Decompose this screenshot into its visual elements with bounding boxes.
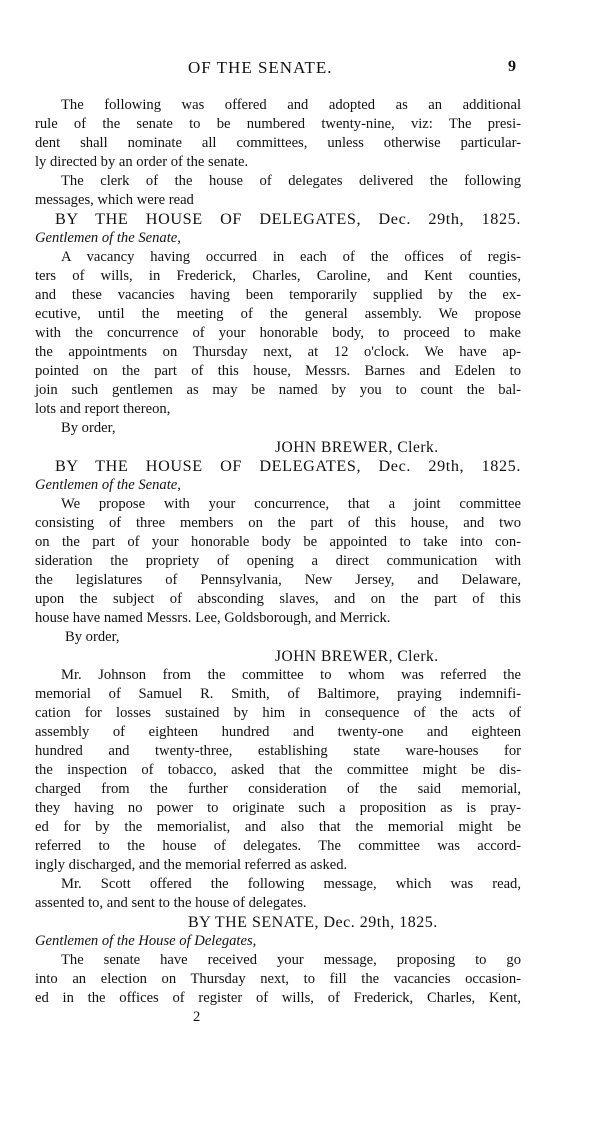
message-heading: BY THE HOUSE OF DELEGATES, Dec. 29th, 1825.	[55, 457, 521, 475]
paragraph-line: consisting of three members on the part of this house, and two	[35, 515, 521, 531]
clerk-signature: JOHN BREWER, Clerk.	[275, 439, 439, 456]
message-heading: BY THE HOUSE OF DELEGATES, Dec. 29th, 1825.	[55, 210, 521, 228]
page-header	[0, 58, 600, 82]
paragraph-line: assented to, and sent to the house of delegates.	[35, 895, 307, 911]
paragraph-line: sideration the propriety of opening a direct communication with	[35, 553, 521, 569]
paragraph-line: into an election on Thursday next, to fill the vacancies occasion-	[35, 971, 521, 987]
paragraph-line: house have named Messrs. Lee, Goldsborough, and Merrick.	[35, 610, 391, 626]
salutation: Gentlemen of the Senate,	[35, 477, 181, 493]
paragraph-line: assembly of eighteen hundred and twenty-one and eighteen	[35, 724, 521, 740]
by-order: By order,	[61, 420, 116, 436]
paragraph-line: memorial of Samuel R. Smith, of Baltimore, praying indemnifi-	[35, 686, 521, 702]
paragraph-line: ly directed by an order of the senate.	[35, 154, 249, 170]
salutation: Gentlemen of the House of Delegates,	[35, 933, 257, 949]
paragraph-line: pointed on the part of this house, Messrs. Barnes and Edelen to	[35, 363, 521, 379]
paragraph-line: The clerk of the house of delegates delivered the following	[61, 173, 521, 189]
paragraph-line: ters of wills, in Frederick, Charles, Caroline, and Kent counties,	[35, 268, 521, 284]
clerk-signature: JOHN BREWER, Clerk.	[275, 648, 439, 665]
paragraph-line: We propose with your concurrence, that a joint committee	[61, 496, 521, 512]
paragraph-line: Mr. Johnson from the committee to whom was referred the	[61, 667, 521, 683]
running-head: OF THE SENATE.	[188, 58, 333, 77]
paragraph-line: messages, which were read	[35, 192, 194, 208]
paragraph-line: and these vacancies having been temporarily supplied by the ex-	[35, 287, 521, 303]
paragraph-line: they having no power to originate such a proposition as is pray-	[35, 800, 521, 816]
paragraph-line: The following was offered and adopted as an additional	[61, 97, 521, 113]
paragraph-line: A vacancy having occurred in each of the offices of regis-	[61, 249, 521, 265]
paragraph-line: join such gentlemen as may be named by you to count the bal-	[35, 382, 521, 398]
paragraph-line: ed in the offices of register of wills, of Frederick, Charles, Kent,	[35, 990, 521, 1006]
body-text	[35, 96, 521, 1027]
paragraph-line: hundred and twenty-three, establishing state ware-houses for	[35, 743, 521, 759]
paragraph-line: charged from the further consideration of the said memorial,	[35, 781, 521, 797]
salutation: Gentlemen of the Senate,	[35, 230, 181, 246]
paragraph-line: with the concurrence of your honorable body, to proceed to make	[35, 325, 521, 341]
paragraph-line: lots and report thereon,	[35, 401, 171, 417]
paragraph-line: cation for losses sustained by him in consequence of the acts of	[35, 705, 521, 721]
paragraph-line: the appointments on Thursday next, at 12 o'clock. We have ap-	[35, 344, 521, 360]
paragraph-line: dent shall nominate all committees, unless otherwise particular-	[35, 135, 521, 151]
paragraph-line: the inspection of tobacco, asked that the committee might be dis-	[35, 762, 521, 778]
paragraph-line: referred to the house of delegates. The committee was accord-	[35, 838, 521, 854]
paragraph-line: upon the subject of absconding slaves, and on the part of this	[35, 591, 521, 607]
signature-mark: 2	[193, 1009, 201, 1025]
page-number: 9	[508, 58, 516, 75]
paragraph-line: rule of the senate to be numbered twenty-nine, viz: The presi-	[35, 116, 521, 132]
paragraph-line: ed for by the memorialist, and also that the memorial might be	[35, 819, 521, 835]
paragraph-line: ecutive, until the meeting of the general assembly. We propose	[35, 306, 521, 322]
message-heading: BY THE SENATE, Dec. 29th, 1825.	[188, 914, 438, 931]
paragraph-line: ingly discharged, and the memorial referred as asked.	[35, 857, 348, 873]
by-order: By order,	[65, 629, 120, 645]
paragraph-line: Mr. Scott offered the following message, which was read,	[61, 876, 521, 892]
paragraph-line: the legislatures of Pennsylvania, New Jersey, and Delaware,	[35, 572, 521, 588]
paragraph-line: The senate have received your message, proposing to go	[61, 952, 521, 968]
paragraph-line: on the part of your honorable body be appointed to take into con-	[35, 534, 521, 550]
